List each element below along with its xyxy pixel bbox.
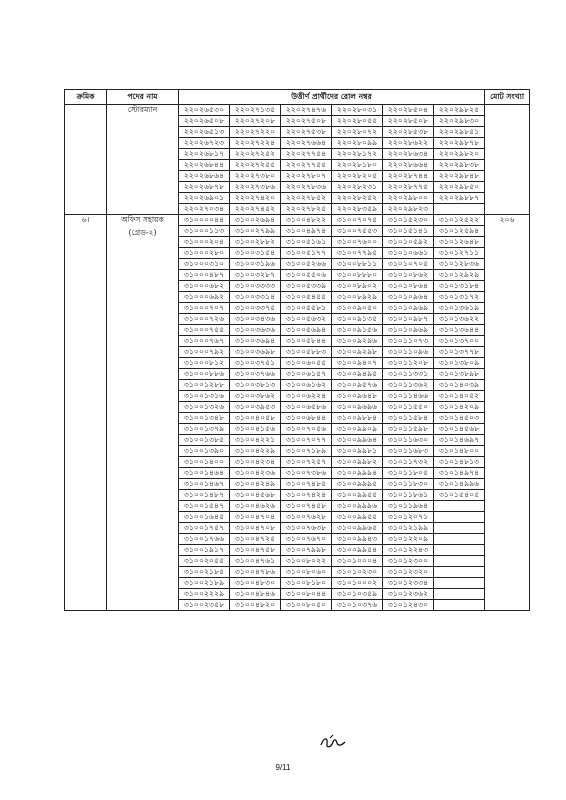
roll-number-cell: ৩১০০৬২২৪	[281, 391, 332, 402]
roll-number-cell: ২২০২৭০৩৪	[179, 204, 230, 215]
roll-number-cell: ২২০২৯৮২০	[434, 149, 485, 160]
roll-number-cell: ৩১০০৮০৪৪	[281, 589, 332, 600]
roll-number-cell: ৩১০০৭৫৫৩	[332, 226, 383, 237]
roll-number-cell: ৩১০১১৫৮৪	[383, 413, 434, 424]
roll-number-cell: ৩১০০৪৭৫৮	[230, 545, 281, 556]
roll-number-cell: ৩১০০৮৮৮০	[332, 270, 383, 281]
roll-number-cell	[434, 567, 485, 578]
roll-number-cell: ৩১০০৪৭৮৬	[230, 567, 281, 578]
roll-number-cell: ৩১০০০৬৮২	[179, 281, 230, 292]
roll-number-cell: ২২০২৭৪৫২	[230, 204, 281, 215]
roll-number-cell: ৩১০০৩১৫৪	[230, 248, 281, 259]
roll-number-cell: ৩১০০০৪৮৭	[179, 270, 230, 281]
roll-number-cell	[434, 534, 485, 545]
header-row	[65, 90, 530, 105]
roll-number-cell: ৩১০১২০৭১	[383, 512, 434, 523]
roll-number-cell: ২২০২৮৬২২	[383, 138, 434, 149]
roll-number-cell: ৩১০০৪৭২৫	[230, 534, 281, 545]
roll-number-cell: ৩১০১০৬৬১	[383, 248, 434, 259]
roll-number-cell: ৩১০০৬০৫৫	[281, 358, 332, 369]
roll-number-cell: ৩১০১১৮০৫	[383, 468, 434, 479]
roll-number-cell: ৩১০০৯১৩৫	[332, 314, 383, 325]
roll-number-cell: ৩১০০৫২৬৬	[281, 259, 332, 270]
roll-number-cell: ৩১০১০০০২	[332, 578, 383, 589]
roll-number-cell: ৩১০১২৫৯৪	[434, 226, 485, 237]
roll-number-cell: ৩১০০৩৬৩৬	[230, 325, 281, 336]
roll-number-cell: ৩১০১৪২০৯	[434, 402, 485, 413]
roll-number-cell: ৩১০০৯৯৫৪	[332, 545, 383, 556]
header-roll-numbers: উত্তীর্ণ প্রার্থীদের রোল নম্বর	[179, 90, 485, 105]
roll-number-cell: ৩১০১৩৮০৯	[434, 358, 485, 369]
roll-number-cell: ৩১০১১৬৩০	[383, 435, 434, 446]
roll-number-cell: ৩১০০৮৯০২	[332, 281, 383, 292]
roll-number-cell: ২২০২৭২৫২	[230, 149, 281, 160]
roll-number-cell: ৩১০০৮৯২৯	[332, 292, 383, 303]
signature-mark	[318, 733, 348, 751]
roll-number-cell: ২২০২৬৮৪৪	[179, 160, 230, 171]
roll-number-cell: ৩১০০৪৬২৬	[230, 501, 281, 512]
roll-number-cell: ৩১০০৮০৬০	[281, 567, 332, 578]
roll-number-cell: ৩১০০০৮১২	[179, 358, 230, 369]
roll-number-cell: ৩১০০৪৫৬৮	[230, 490, 281, 501]
roll-number-cell	[434, 545, 485, 556]
roll-number-cell: ২২০২৯৮২৫	[434, 105, 485, 116]
roll-number-cell: ২২০২৭২৫৫	[230, 160, 281, 171]
roll-number-cell: ৩১০০৭৪৫৮	[281, 501, 332, 512]
roll-number-cell: ৩১০০১৭৫৭	[179, 523, 230, 534]
roll-number-cell: ৩১০১১৯৬৪	[383, 501, 434, 512]
roll-number-cell: ২২০২৬৯০১	[179, 193, 230, 204]
roll-number-cell: ৩১০০৪৯৭৪	[281, 226, 332, 237]
roll-number-cell: ৩১০১৪৮০০	[434, 446, 485, 457]
roll-number-cell: ৩১০১০৭০৫	[383, 259, 434, 270]
roll-number-cell: ৩১০১২৪৩০	[383, 600, 434, 611]
roll-number-cell: ৩১০০৯৯৫৫	[332, 490, 383, 501]
table-row	[65, 105, 530, 116]
roll-number-cell: ৩১০০৮০২২	[281, 556, 332, 567]
roll-number-cell: ৩১০০১৩১৬	[179, 391, 230, 402]
total-count: ২০৬	[485, 215, 530, 611]
roll-number-cell: ৩১০০৯৯৯৬	[332, 501, 383, 512]
roll-number-cell	[434, 523, 485, 534]
roll-number-cell: ৩১০০০৭৫৫	[179, 325, 230, 336]
roll-number-cell: ৩১০০৭০৭৭	[281, 435, 332, 446]
header-post-name: পদের নাম	[107, 90, 179, 105]
roll-number-cell: ৩১০০৮৮১১	[332, 259, 383, 270]
roll-number-cell: ২২০২৮১৮০	[332, 160, 383, 171]
roll-number-cell: ৩১০০৭৩৮৬	[281, 468, 332, 479]
roll-number-cell: ৩১০০১৩৮৫	[179, 435, 230, 446]
roll-number-cell: ৩১০০৭৬৭০	[281, 534, 332, 545]
roll-number-cell: ৩১০১৩৬২২	[434, 314, 485, 325]
roll-number-cell: ৩১০০৫৫৮১	[281, 303, 332, 314]
roll-number-cell: ৩১০০২০৫৫	[179, 556, 230, 567]
roll-number-cell: ৩১০০৩৭৫১	[230, 358, 281, 369]
roll-number-cell: ২২০২৭৪৭৬	[281, 105, 332, 116]
roll-number-cell: ২২০২৮৬৩৪	[383, 149, 434, 160]
roll-number-cell: ৩১০০৩৩৩৩	[230, 281, 281, 292]
roll-number-cell: ২২০২৬৭২৩	[179, 138, 230, 149]
roll-number-cell: ৩১০১২২৪৩	[383, 545, 434, 556]
roll-number-cell: ২২০২৮০৩১	[332, 105, 383, 116]
roll-number-cell: ৩১০১১৪৬৬	[383, 391, 434, 402]
roll-number-cell: ২২০২৮১৭২	[332, 149, 383, 160]
roll-number-cell: ৩১০০৪৭৬১	[230, 556, 281, 567]
roll-number-cell: ৩১০০৪৮৩০	[230, 578, 281, 589]
roll-number-cell: ৩১০০৪২৩৬	[230, 468, 281, 479]
results-table	[64, 89, 530, 611]
roll-number-cell: ২২০২৬৫৩০	[179, 105, 230, 116]
roll-number-cell: ৩১০০১৯১৭	[179, 545, 230, 556]
roll-number-cell: ৩১০০১৭৬৬	[179, 534, 230, 545]
roll-number-cell: ৩১০১১৩৩১	[383, 369, 434, 380]
roll-number-cell: ৩১০০০৬৯২	[179, 292, 230, 303]
roll-number-cell: ২২০২৭৪২০	[230, 193, 281, 204]
roll-number-cell: ৩১০০৪২২৯	[230, 446, 281, 457]
roll-number-cell: ৩১০০৩৯৫৩	[230, 402, 281, 413]
roll-number-cell: ৩১০১২৯২৯	[434, 270, 485, 281]
header-total: মোট সংখ্যা	[485, 90, 530, 105]
roll-number-cell: ৩১০১০৮৬২	[383, 270, 434, 281]
roll-number-cell: ৩১০০৯৯৪৩	[332, 534, 383, 545]
total-cell-storeman	[485, 105, 530, 215]
roll-number-cell: ২২০২৬৮৭৮	[179, 182, 230, 193]
roll-number-cell: ৩১০০৬১৫৭	[281, 369, 332, 380]
roll-number-cell: ৩১০০৭৪৮৫	[281, 479, 332, 490]
roll-number-cell: ৩১০০১৩২৬	[179, 402, 230, 413]
roll-number-cell: ৩১০১২৩২০	[383, 567, 434, 578]
roll-number-cell: ৩১০১০৩৫৯	[332, 589, 383, 600]
post-name-storeman: স্টোরম্যান	[107, 105, 179, 215]
roll-number-cell: ৩১০১২৩৩৪	[383, 578, 434, 589]
roll-number-cell: ৩১০১০৫৯২	[383, 237, 434, 248]
roll-number-cell: ২২০২৭৭৫৫	[281, 160, 332, 171]
roll-number-cell: ২২০২৮৫০৪	[383, 105, 434, 116]
roll-number-cell: ৩১০০২২২৯	[179, 589, 230, 600]
roll-number-cell: ৩১০০৪০৫৮	[230, 413, 281, 424]
roll-number-cell: ৩১০১১২০৮	[383, 358, 434, 369]
roll-number-cell: ৩১০১৪৮১৩	[434, 457, 485, 468]
roll-number-cell	[434, 204, 485, 215]
roll-number-cell: ২২০২৭৫৩৮	[281, 127, 332, 138]
roll-number-cell: ৩১০০৯৯৬৪	[332, 435, 383, 446]
roll-number-cell: ৩১০০৯৯৯৫	[332, 479, 383, 490]
roll-number-cell: ৩১০০৯৮৮৪	[332, 413, 383, 424]
roll-number-cell: ৩১০১৪৫০৩	[434, 413, 485, 424]
roll-number-cell: ৩১০০২১৮৫	[179, 567, 230, 578]
roll-number-cell: ৩১০০৬৫৮৬	[281, 402, 332, 413]
roll-number-cell: ৩১০০৭৪২৪	[281, 490, 332, 501]
roll-number-cell: ৩১০০৫৫০৬	[281, 270, 332, 281]
roll-number-cell: ৩১০০৯০৫০	[332, 303, 383, 314]
roll-number-cell: ৩১০১০২৩০	[332, 567, 383, 578]
roll-number-cell: ৩১০০৪২৩৪	[230, 457, 281, 468]
roll-number-cell: ৩১০১৩৬৪৪	[434, 325, 485, 336]
roll-number-cell: ২২০২৮৬৬৪	[383, 160, 434, 171]
roll-number-cell: ২২০২৭৩৮০	[230, 171, 281, 182]
roll-number-cell: ৩১০০৯৪০৭	[332, 358, 383, 369]
roll-number-cell: ৩১০০৯৯৫৫	[332, 512, 383, 523]
roll-number-cell: ৩১০১৫১৪১	[383, 226, 434, 237]
roll-number-cell: ৩১০১৩৬১৯	[434, 303, 485, 314]
roll-number-cell: ৩১০০৫৮৮৩	[281, 347, 332, 358]
roll-number-cell	[434, 556, 485, 567]
roll-number-cell: ৩১০০৩৮১৩	[230, 380, 281, 391]
roll-number-cell: ৩১০০৪৮২০	[230, 600, 281, 611]
roll-number-cell: ৩১০০৬১৬২	[281, 380, 332, 391]
roll-number-cell: ৩১০০৫১৭৭	[281, 248, 332, 259]
post-name: অফিস সহায়ক	[121, 215, 164, 224]
roll-number-cell: ৩১০০৮০৫০	[281, 600, 332, 611]
roll-number-cell: ২২০২৭৩৮৬	[230, 182, 281, 193]
roll-number-cell: ৩১০০৯৯৬৫	[332, 523, 383, 534]
roll-number-cell: ৩১০০৯৯০৯	[332, 424, 383, 435]
roll-number-cell: ৩১০১২৩৬২	[383, 589, 434, 600]
roll-number-cell: ৩১০০৭০৫৬	[281, 424, 332, 435]
roll-number-cell: ৩১০০৯৯৮১	[332, 446, 383, 457]
roll-number-cell: ৩১০১৩৭০০	[434, 336, 485, 347]
roll-number-cell: ২২০২৮২০৫	[332, 171, 383, 182]
roll-number-cell: ৩১০০৭২৫৭	[281, 457, 332, 468]
roll-number-cell: ৩১০১১৫৫০	[383, 402, 434, 413]
roll-number-cell: ৩১০০০০৪৪	[179, 215, 230, 226]
roll-number-cell: ৩১০০৯৬৯৬	[332, 402, 383, 413]
roll-number-cell: ২২০২৯৮২৩	[383, 204, 434, 215]
roll-number-cell: ৩১০১১৩৬২	[383, 380, 434, 391]
roll-number-cell: ৩১০০০৭৯২	[179, 347, 230, 358]
roll-number-cell: ৩১০০৭৬২৮	[281, 512, 332, 523]
roll-number-cell: ২২০২৬৮১৭	[179, 149, 230, 160]
roll-number-cell: ৩১০১৩৭৭৮	[434, 347, 485, 358]
roll-number-cell: ৩১০০১২৮৮	[179, 380, 230, 391]
roll-number-cell: ৩১০১০০০৪	[332, 556, 383, 567]
roll-number-cell: ৩১০১৩১৭২	[434, 292, 485, 303]
table-row	[65, 215, 530, 226]
roll-number-cell: ২২০২৭২২০	[230, 127, 281, 138]
roll-number-cell: ৩১০১২৭১১	[434, 248, 485, 259]
serial-cell-storeman	[65, 105, 107, 215]
roll-number-cell: ৩১০১৪০৫২	[434, 391, 485, 402]
roll-number-cell: ৩১০০১৪৬৪	[179, 468, 230, 479]
roll-number-cell: ৩১০০২৮৮২	[230, 237, 281, 248]
roll-number-cell: ২২০২৭৮২৫	[281, 204, 332, 215]
roll-number-cell: ৩১০১০৯৬৯	[383, 325, 434, 336]
roll-number-cell: ৩১০০৯২৯৮	[332, 347, 383, 358]
roll-number-cell: ৩১০১১৫৯৮	[383, 424, 434, 435]
roll-number-cell: ৩১০০১৪৬৭	[179, 479, 230, 490]
roll-number-cell: ৩১০১২১৯৯	[383, 523, 434, 534]
roll-number-cell: ৩১০০৪৮৪৬	[230, 589, 281, 600]
roll-number-cell: ৩১০১৪৯৭৪	[434, 468, 485, 479]
roll-number-cell: ২২০২৮০৭২	[332, 127, 383, 138]
roll-number-cell: ৩১০০৪২২১	[230, 435, 281, 446]
roll-number-cell: ৩১০১৪০৩৯	[434, 380, 485, 391]
roll-number-cell: ৩১০০৩৬৯৪	[230, 336, 281, 347]
roll-number-cell: ২২০২৯৮৩০	[434, 116, 485, 127]
roll-number-cell: ২২০২৮৩৫৯	[332, 204, 383, 215]
roll-number-cell: ২২০২৯৮৭৮	[434, 138, 485, 149]
post-grade: (গ্রেড-২)	[128, 228, 157, 237]
roll-number-cell: ৩১০১০৯৬৪	[383, 292, 434, 303]
roll-number-cell: ২২০২৮০৫৫	[332, 116, 383, 127]
roll-number-cell: ৩১০০০১১৩	[179, 226, 230, 237]
roll-number-cell: ৩১০০০৭২৬	[179, 314, 230, 325]
roll-number-cell: ২২০২৭২০৮	[230, 116, 281, 127]
header-serial: ক্রমিক	[65, 90, 107, 105]
roll-number-cell: ২২০২৭৭৫৪	[281, 149, 332, 160]
serial-cell: ৬।	[65, 215, 107, 611]
roll-number-cell: ৩১০০৪৮২২	[281, 215, 332, 226]
roll-number-cell: ৩১০০৩৬৯৮	[230, 347, 281, 358]
roll-number-cell: ২২০২৭৮০৭	[281, 171, 332, 182]
roll-number-cell: ৩১০০০২৮০	[179, 248, 230, 259]
roll-number-cell: ৩১০১২৩০০	[383, 556, 434, 567]
roll-number-cell: ২২০২৮২৫২	[332, 193, 383, 204]
roll-number-cell: ৩১০০২১৮৯	[179, 578, 230, 589]
roll-number-cell: ২২০২৯৮৮৭	[434, 193, 485, 204]
roll-number-cell: ৩১০১৫২৩০	[383, 215, 434, 226]
roll-number-cell: ৩১০০৩২৮৭	[230, 270, 281, 281]
roll-number-cell: ৩১০০১৪৮৭	[179, 490, 230, 501]
roll-number-cell: ২২০২৭৬৬৪	[281, 138, 332, 149]
roll-number-cell: ৩১০০২৩৫৮	[179, 600, 230, 611]
roll-number-cell: ৩১০১০৮৬৪	[383, 281, 434, 292]
roll-number-cell: ৩১০০৯৫৭৬	[332, 380, 383, 391]
roll-number-cell: ৩১০০৯২৯৬	[332, 336, 383, 347]
roll-number-cell: ৩১০০৮১৮০	[281, 578, 332, 589]
roll-number-cell: ২২০২৬৮৬৪	[179, 171, 230, 182]
roll-number-cell: ৩১০০৭৯৯৮	[281, 545, 332, 556]
roll-number-cell: ৩১০১২৫২২	[434, 215, 485, 226]
roll-number-cell: ৩১০১১৬৮৩	[383, 446, 434, 457]
roll-number-cell: ৩১০০৪৭০৪	[230, 512, 281, 523]
roll-number-cell: ২২০২৭৮৫২	[281, 193, 332, 204]
roll-number-cell: ৩১০১২৮৩৬	[434, 259, 485, 270]
roll-number-cell: ৩১০০০৭০৭	[179, 303, 230, 314]
roll-number-cell: ২২০২৮৫০৮	[383, 116, 434, 127]
roll-number-cell: ৩১০০৫৩৩৯	[281, 281, 332, 292]
signature	[318, 733, 348, 755]
roll-number-cell: ৩১০১০৯৬৯	[383, 303, 434, 314]
roll-number-cell: ৩১০১৩৮৯৮	[434, 369, 485, 380]
roll-number-cell: ৩১০০০৩১০	[179, 259, 230, 270]
roll-number-cell: ৩১০০৩৪৩৬	[230, 314, 281, 325]
roll-number-cell: ২২০২৭৫০৮	[281, 116, 332, 127]
roll-number-cell: ৩১০০৩১৯৬	[230, 259, 281, 270]
roll-number-cell: ৩১০০৩৮৬২	[230, 391, 281, 402]
roll-number-cell	[434, 578, 485, 589]
roll-number-cell: ৩১০০২৭৯৯	[230, 226, 281, 237]
roll-number-cell: ২২০২৯৮৫০	[434, 182, 485, 193]
roll-number-cell: ৩১০১১০৭৩	[383, 336, 434, 347]
roll-number-cell: ২২০২৭৮৩৬	[281, 182, 332, 193]
roll-number-cell: ২২০২৯৮০০	[383, 193, 434, 204]
roll-number-cell: ২২০২৮৫৩৮	[383, 127, 434, 138]
roll-number-cell: ৩১০০৪৭০৮	[230, 523, 281, 534]
roll-number-cell: ৩১০০৫৬৩২	[281, 314, 332, 325]
roll-number-cell: ৩১০০১৬৪৫	[179, 512, 230, 523]
roll-number-cell: ২২০২৯৮৩৮	[434, 160, 485, 171]
roll-number-cell: ৩১০০৯৬৪৮	[332, 391, 383, 402]
roll-number-cell: ৩১০১১০৯৬	[383, 347, 434, 358]
roll-number-cell: ৩১০০৬৮৪৪	[281, 413, 332, 424]
roll-number-cell: ৩১০১১৮৬১	[383, 490, 434, 501]
roll-number-cell: ৩১০১২২০৯	[383, 534, 434, 545]
roll-number-cell: ২২০২৮৭৭৫	[383, 182, 434, 193]
roll-number-cell: ৩১০০০২০৪	[179, 237, 230, 248]
post-name-cell	[107, 215, 179, 611]
roll-number-cell: ৩১০০১৩৯০	[179, 446, 230, 457]
roll-number-cell: ৩১০১৪৯৯৬	[434, 479, 485, 490]
roll-number-cell: ৩১০১৫৪০৫	[434, 490, 485, 501]
roll-number-cell: ৩১০০১৩৭৯	[179, 424, 230, 435]
roll-number-cell: ৩১০০৭৬০০	[332, 237, 383, 248]
roll-number-cell: ৩১০০৫৪৫৫	[281, 292, 332, 303]
roll-number-cell: ২২০২৬৫০৮	[179, 116, 230, 127]
roll-number-cell: ২২০২৬৫১৩	[179, 127, 230, 138]
roll-number-cell: ৩১০০১৩৪৮	[179, 413, 230, 424]
roll-number-cell: ৩১০০৪১৫৬	[230, 424, 281, 435]
roll-number-cell: ৩১০০০৮৮৬	[179, 369, 230, 380]
roll-number-cell: ৩১০০৫১৬১	[281, 237, 332, 248]
roll-number-cell: ৩১০০৭০৭৫	[332, 215, 383, 226]
roll-number-cell: ৩১০১৪৫৬৮	[434, 424, 485, 435]
roll-number-cell: ৩১০০৫৮৪৪	[281, 336, 332, 347]
roll-number-cell: ৩১০০৪২৪৯	[230, 479, 281, 490]
roll-number-cell: ২২০২৮৭৪৪	[383, 171, 434, 182]
roll-number-cell: ২২০২৮২৩১	[332, 182, 383, 193]
roll-number-cell: ৩১০০৯৪৯৫	[332, 369, 383, 380]
roll-number-cell: ৩১০১৪৬৯৭	[434, 435, 485, 446]
roll-number-cell: ৩১০০০৭৬৭	[179, 336, 230, 347]
roll-number-cell: ৩১০১০৯৮৭	[383, 314, 434, 325]
roll-number-cell: ৩১০০২৬৯৪	[230, 215, 281, 226]
roll-number-cell: ৩১০০৯৯৯৪	[332, 468, 383, 479]
roll-number-cell: ৩১০০৫৬৯৪	[281, 325, 332, 336]
roll-number-cell: ২২০২৯৮৫১	[434, 127, 485, 138]
roll-number-cell: ২২০২৯৮৪৮	[434, 171, 485, 182]
roll-number-cell: ৩১০০৯১৫৬	[332, 325, 383, 336]
roll-number-cell	[434, 589, 485, 600]
roll-number-cell: ২২০২৭১৩৫	[230, 105, 281, 116]
roll-number-cell: ৩১০১২৬৪৮	[434, 237, 485, 248]
roll-number-cell: ৩১০০৩৭৬৬	[230, 369, 281, 380]
page-number: 9/11	[275, 763, 291, 772]
roll-number-cell: ৩১০০১৫৪৭	[179, 501, 230, 512]
roll-number-cell	[434, 501, 485, 512]
roll-number-cell: ৩১০১৩১৮৪	[434, 281, 485, 292]
roll-number-cell: ৩১০০৭১৮৯	[281, 446, 332, 457]
roll-number-cell: ৩১০০১৪০০	[179, 457, 230, 468]
roll-number-cell: ৩১০০৭৬৩৮	[281, 523, 332, 534]
roll-number-cell: ২২০২৮০৯৯	[332, 138, 383, 149]
roll-number-cell: ৩১০১১৮৩০	[383, 479, 434, 490]
roll-number-cell: ২২০২৭২২৪	[230, 138, 281, 149]
roll-number-cell	[434, 512, 485, 523]
roll-number-cell: ৩১০১১৭৩২	[383, 457, 434, 468]
roll-number-cell: ৩১০০৭৭৯৫	[332, 248, 383, 259]
roll-number-cell: ৩১০০৩৩১৪	[230, 292, 281, 303]
roll-number-cell: ৩১০১০৩৭৬	[332, 600, 383, 611]
roll-number-cell: ৩১০০৯৯৮২	[332, 457, 383, 468]
roll-number-cell: ৩১০০৩৩৭৫	[230, 303, 281, 314]
roll-number-cell	[434, 600, 485, 611]
